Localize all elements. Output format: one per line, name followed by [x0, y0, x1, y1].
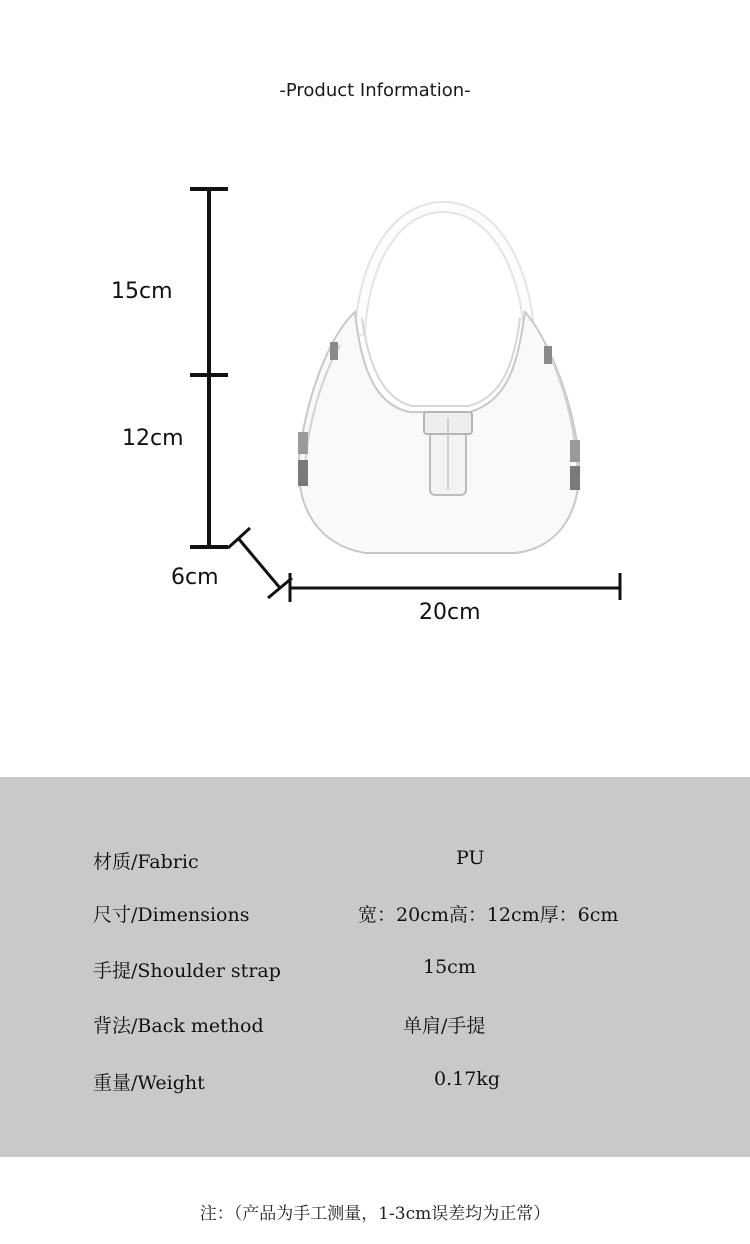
spec-row-dimensions	[0, 900, 750, 930]
measurement-note: 注：（产品为手工测量，1-3cm误差均为正常）	[199, 1204, 551, 1224]
spec-value: 单肩/手提	[403, 1015, 486, 1037]
spec-key: 背法/Back method	[93, 1015, 264, 1037]
spec-value: 0.17kg	[434, 1068, 500, 1090]
strap-height-label: 15cm	[111, 279, 173, 304]
spec-row-fabric	[0, 847, 750, 877]
body-height-label: 12cm	[122, 426, 184, 451]
page-title: -Product Information-	[279, 80, 471, 101]
width-label: 20cm	[419, 600, 481, 625]
spec-table	[0, 777, 750, 1157]
spec-row-shoulder-strap	[0, 956, 750, 986]
handbag-image	[298, 207, 580, 553]
depth-label: 6cm	[171, 565, 219, 590]
spec-key: 重量/Weight	[93, 1072, 205, 1094]
vertical-measure-line	[190, 188, 228, 548]
spec-row-weight	[0, 1068, 750, 1098]
spec-key: 材质/Fabric	[93, 851, 199, 873]
spec-row-back-method	[0, 1011, 750, 1041]
spec-value: 15cm	[423, 956, 476, 978]
spec-key: 手提/Shoulder strap	[93, 960, 281, 982]
spec-key: 尺寸/Dimensions	[93, 904, 250, 926]
spec-value: PU	[456, 847, 485, 869]
width-measure-line	[289, 573, 621, 602]
spec-value: 宽：20cm高：12cm厚：6cm	[358, 904, 619, 926]
depth-measure-line	[228, 528, 292, 598]
